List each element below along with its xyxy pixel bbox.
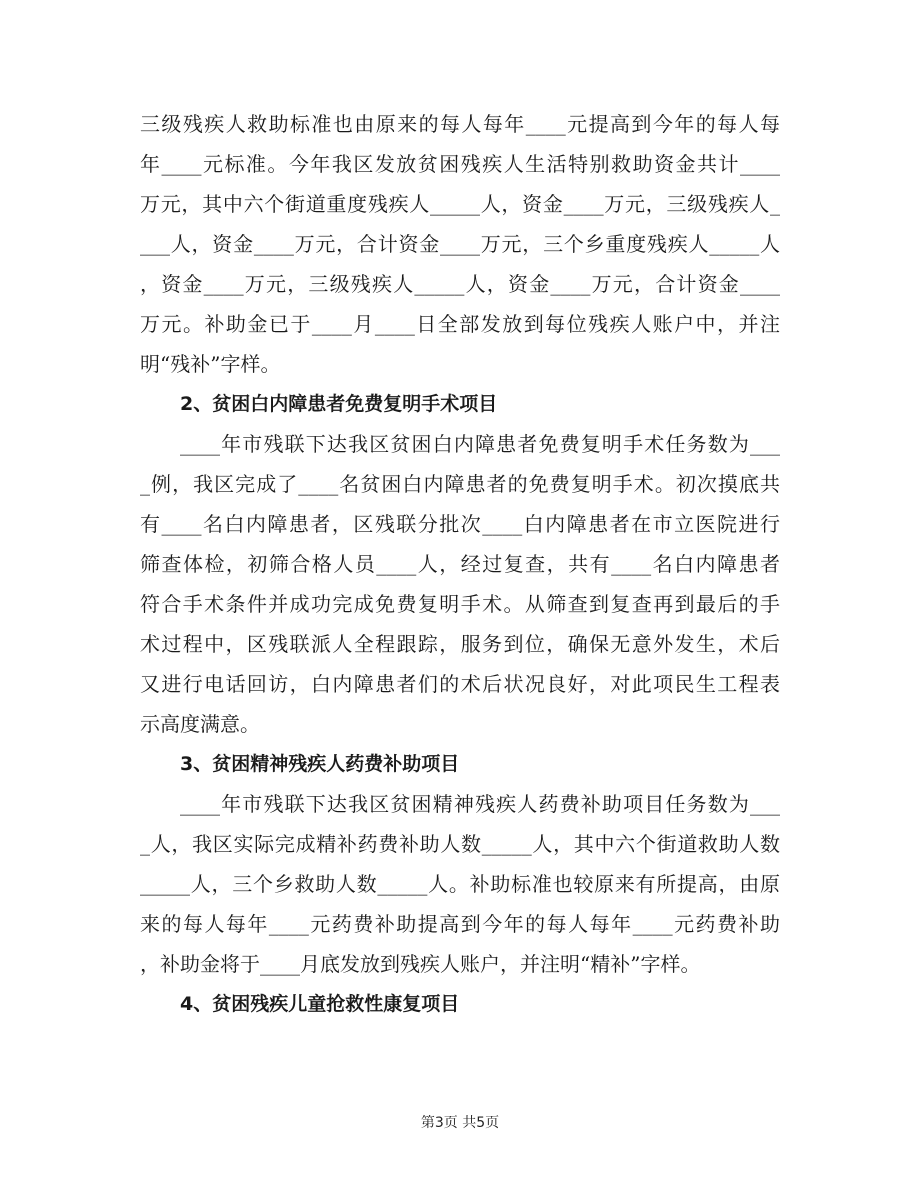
section-heading-3: 3、贫困精神残疾人药费补助项目	[180, 753, 460, 775]
section-3-body	[140, 784, 780, 984]
section-heading-2: 2、贫困白内障患者免费复明手术项目	[180, 393, 498, 415]
text-line: _人，我区实际完成精补药费补助人数_____人，其中六个街道救助人数	[140, 832, 780, 856]
text-line: 筛查体检，初筛合格人员____人，经过复查，共有____名白内障患者	[140, 552, 780, 576]
text-line: 年____元标准。今年我区发放贫困残疾人生活特别救助资金共计____	[140, 152, 780, 176]
text-line: 有____名白内障患者，区残联分批次____白内障患者在市立医院进行	[140, 512, 780, 536]
section-heading-4: 4、贫困残疾儿童抢救性康复项目	[180, 993, 460, 1015]
text-line: 来的每人每年____元药费补助提高到今年的每人每年____元药费补助	[140, 912, 780, 936]
text-line: 又进行电话回访，白内障患者们的术后状况良好，对此项民生工程表	[140, 672, 780, 696]
text-line: 三级残疾人救助标准也由原来的每人每年____元提高到今年的每人每	[140, 112, 780, 136]
text-line: ，补助金将于____月底发放到残疾人账户，并注明“精补”字样。	[140, 952, 701, 976]
text-line: 符合手术条件并成功完成免费复明手术。从筛查到复查再到最后的手	[140, 592, 780, 616]
document-body	[140, 104, 780, 1024]
text-line: _例，我区完成了____名贫困白内障患者的免费复明手术。初次摸底共	[140, 472, 780, 496]
text-line: 万元。补助金已于____月____日全部发放到每位残疾人账户中，并注	[140, 312, 780, 336]
text-line: _____人，三个乡救助人数_____人。补助标准也较原来有所提高，由原	[140, 872, 780, 896]
text-line: 明“残补”字样。	[140, 352, 281, 376]
paragraph-1	[140, 104, 780, 384]
text-line: 万元，其中六个街道重度残疾人_____人，资金____万元，三级残疾人_	[140, 192, 780, 216]
text-line: 术过程中，区残联派人全程跟踪，服务到位，确保无意外发生，术后	[140, 632, 780, 656]
text-line: ____年市残联下达我区贫困白内障患者免费复明手术任务数为___	[180, 432, 780, 456]
text-line: ___人，资金____万元，合计资金____万元，三个乡重度残疾人_____人	[140, 232, 780, 256]
section-2-body	[140, 424, 780, 744]
text-line: 示高度满意。	[140, 712, 260, 736]
text-line: ____年市残联下达我区贫困精神残疾人药费补助项目任务数为___	[180, 792, 780, 816]
page-number: 第3页 共5页	[420, 1115, 500, 1131]
text-line: ，资金____万元，三级残疾人_____人，资金____万元，合计资金____	[140, 272, 780, 296]
